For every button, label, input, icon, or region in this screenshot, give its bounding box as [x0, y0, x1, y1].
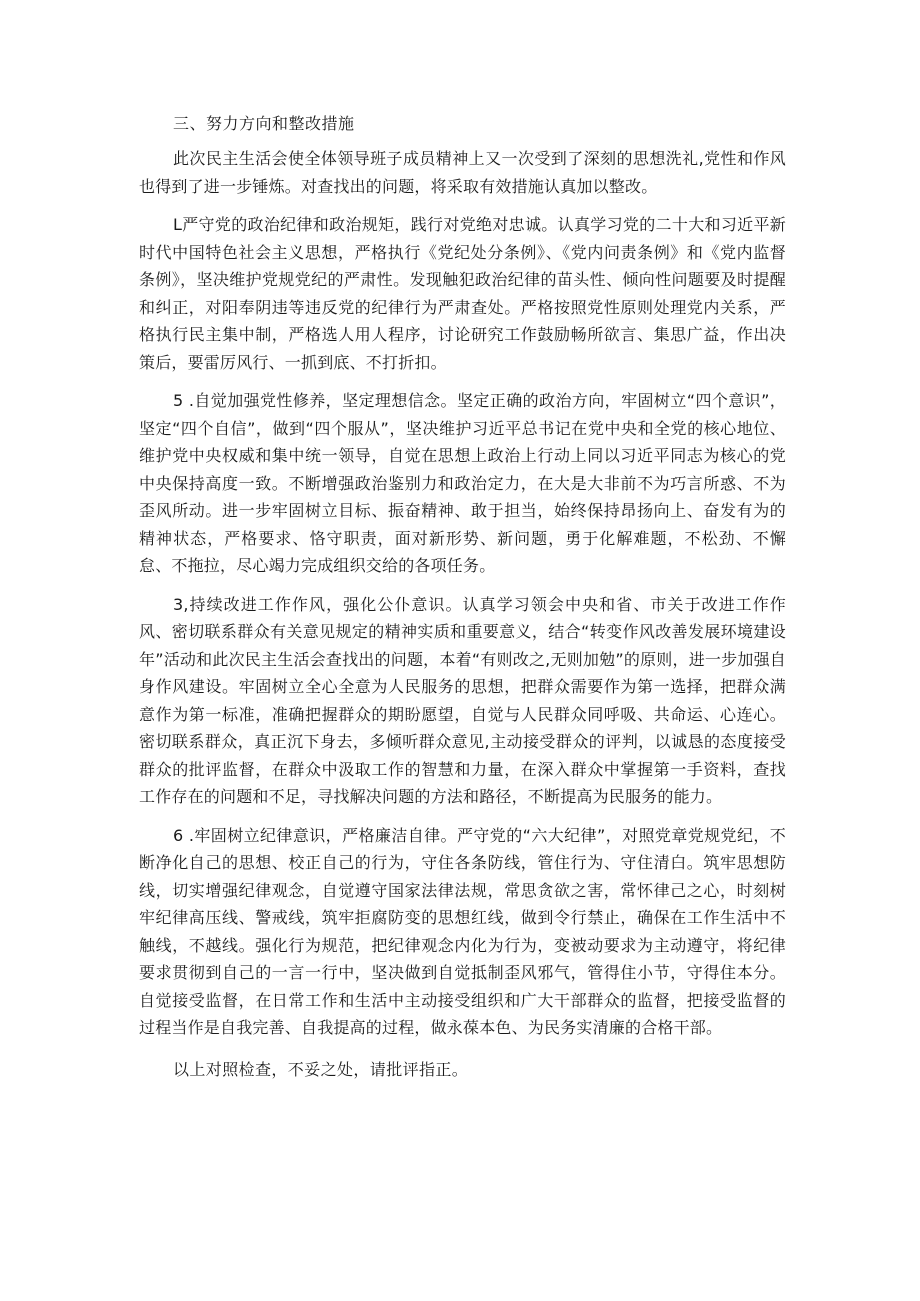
- closing-line: 以上对照检查，不妥之处，请批评指正。: [173, 1059, 469, 1079]
- paragraph-item-3: 3,持续改进工作作风，强化公仆意识。认真学习领会中央和省、市关于改进工作作风、密切联系群众有关意见规定的精神实质和重要意义，结合“转变作风改善发展环境建设年”活动和此次民主生活会查找出的问题，本着“有则改之,无则加勉”的原则，进一步加强自身作风建设。牢固树立全心全意为人民服务的思想，把群众需要作为第一选择，把群众满意作为第一标准，准确把握群众的期盼愿望，自觉与人民群众同呼吸、共命运、心连心。密切联系群众，真正沉下身去，多倾听群众意见,主动接受群众的评判，以诚恳的态度接受群众的批评监督，在群众中汲取工作的智慧和力量，在深入群众中掌握第一手资料，查找工作存在的问题和不足，寻找解决问题的方法和路径，不断提高为民服务的能力。: [139, 594, 786, 806]
- section-heading: 三、努力方向和整改措施: [173, 114, 355, 133]
- paragraph-intro: 此次民主生活会使全体领导班子成员精神上又一次受到了深刻的思想洗礼,党性和作风也得到了进一步锤炼。对查找出的问题，将采取有效措施认真加以整改。: [139, 149, 786, 196]
- paragraph-item-4: 6 .牢固树立纪律意识，严格廉洁自律。严守党的“六大纪律”，对照党章党规党纪，不断净化自己的思想、校正自己的行为，守住各条防线，管住行为、守住清白。筑牢思想防线，切实增强纪律观念，自觉遵守国家法律法规，常思贪欲之害，常怀律己之心，时刻树牢纪律高压线、警戒线，筑牢拒腐防变的思想红线，做到令行禁止，确保在工作生活中不触线，不越线。强化行为规范，把纪律观念内化为行为，变被动要求为主动遵守，将纪律要求贯彻到自己的一言一行中，坚决做到自觉抵制歪风邪气，管得住小节，守得住本分。自觉接受监督，在日常工作和生活中主动接受组织和广大干部群众的监督，把接受监督的过程当作是自我完善、自我提高的过程，做永葆本色、为民务实清廉的合格干部。: [139, 825, 786, 1037]
- paragraph-item-2: 5 .自觉加强党性修养，坚定理想信念。坚定正确的政治方向，牢固树立“四个意识”，坚定“四个自信”，做到“四个服从”，坚决维护习近平总书记在党中央和全党的核心地位、维护党中央权威和集中统一领导，自觉在思想上政治上行动上同以习近平同志为核心的党中央保持高度一致。不断增强政治鉴别力和政治定力，在大是大非前不为巧言所惑、不为歪风所动。进一步牢固树立目标、振奋精神、敢于担当，始终保持昂扬向上、奋发有为的精神状态，严格要求、恪守职责，面对新形势、新问题，勇于化解难题，不松劲、不懈怠、不拖拉，尽心竭力完成组织交给的各项任务。: [139, 391, 786, 575]
- paragraph-item-1: L严守党的政治纪律和政治规矩，践行对党绝对忠诚。认真学习党的二十大和习近平新时代中国特色社会主义思想，严格执行《党纪处分条例》、《党内问责条例》和《党内监督条例》，坚决维护党规党纪的严肃性。发现触犯政治纪律的苗头性、倾向性问题要及时提醒和纠正，对阳奉阴违等违反党的纪律行为严肃查处。严格按照党性原则处理党内关系，严格执行民主集中制，严格选人用人程序，讨论研究工作鼓励畅所欲言、集思广益，作出决策后，要雷厉风行、一抓到底、不打折扣。: [139, 215, 786, 372]
- document-body: [139, 110, 786, 1084]
